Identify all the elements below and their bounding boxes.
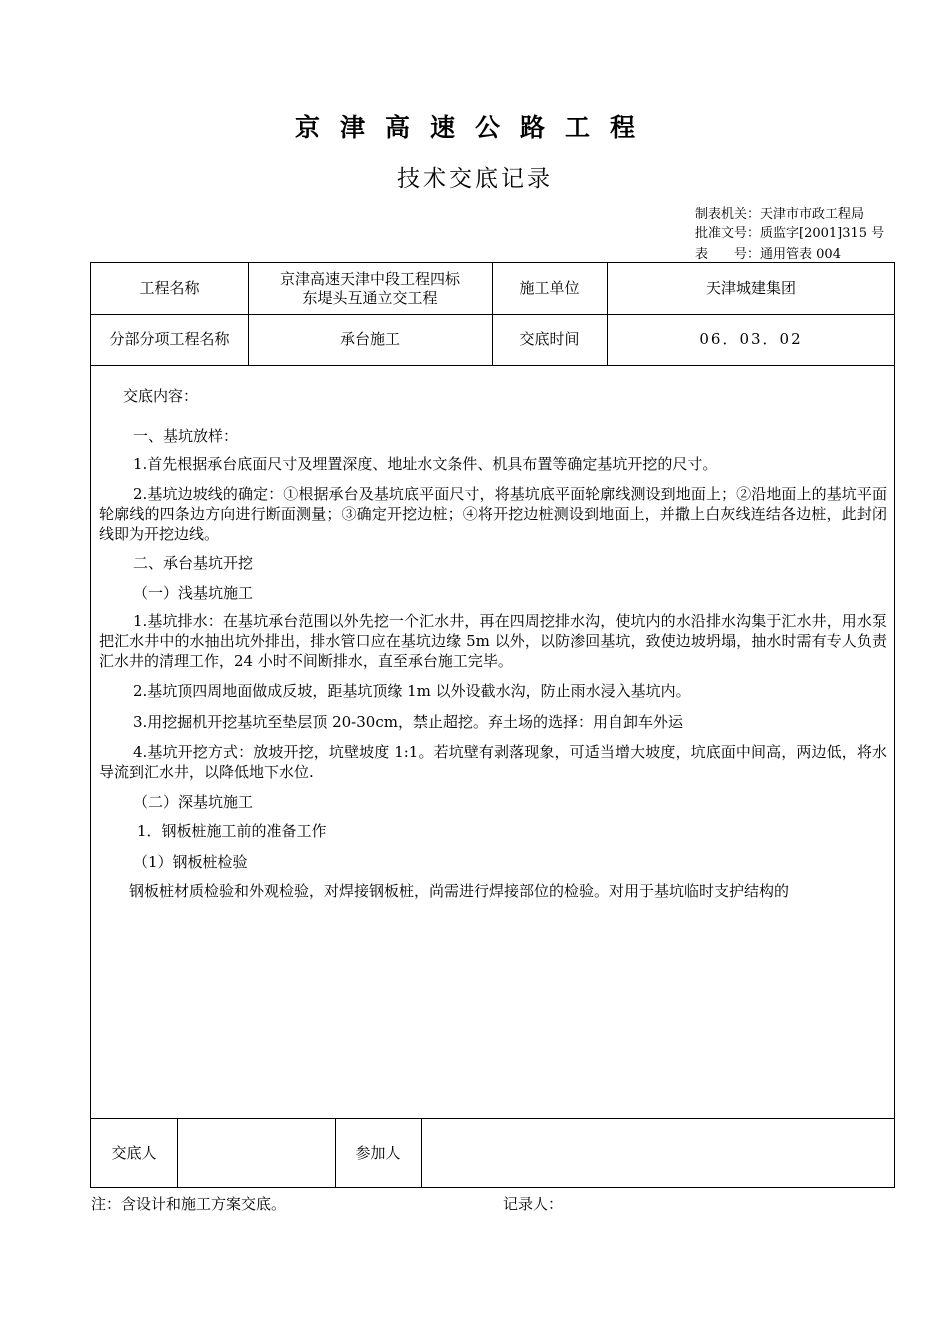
date-label: 交底时间 bbox=[519, 330, 580, 348]
paragraph: 1.基坑排水：在基坑承台范围以外先挖一个汇水井，再在四周挖排水沟，使坑内的水沿排水沟集于汇水井，用水泵把汇水井中的水抽出坑外排出，排水管口应在基坑边缘 5m 以外，以防渗回基坑，致使边坡坍塌，抽水时需有专人负责汇水井的清理工作，24 小时不间断排水，直至承台施工完毕。 bbox=[99, 612, 887, 670]
form-number-label: 表 bbox=[695, 247, 709, 262]
subsection-heading: （1）钢板桩检验 bbox=[133, 853, 248, 871]
issuer-line: 制表机关：天津市市政工程局 bbox=[695, 207, 865, 222]
project-name-label: 工程名称 bbox=[139, 279, 200, 297]
project-name-line1: 京津高速天津中段工程四标 bbox=[279, 269, 460, 288]
participant-signature-field[interactable] bbox=[421, 1118, 895, 1188]
subproject-value: 承台施工 bbox=[339, 330, 400, 348]
subproject-label: 分部分项工程名称 bbox=[109, 330, 230, 348]
row-divider bbox=[91, 365, 894, 366]
document-subtitle: 技术交底记录 bbox=[397, 166, 553, 192]
paragraph: 3.用挖掘机开挖基坑至垫层顶 20-30cm，禁止超挖。弃土场的选择：用自卸车外运 bbox=[133, 713, 683, 731]
presenter-signature-field[interactable] bbox=[177, 1118, 335, 1188]
paragraph: 1.首先根据承台底面尺寸及埋置深度、地址水文条件、机具布置等确定基坑开挖的尺寸。 bbox=[133, 455, 718, 473]
subsection-heading: （一）浅基坑施工 bbox=[133, 584, 254, 602]
approval-line: 批准文号：质监字[2001]315 号 bbox=[695, 226, 885, 241]
record-table bbox=[90, 262, 895, 1188]
content-heading: 交底内容： bbox=[123, 387, 199, 405]
contractor-label: 施工单位 bbox=[519, 279, 580, 297]
presenter-label: 交底人 bbox=[111, 1143, 157, 1162]
paragraph: 钢板桩材质检验和外观检验，对焊接钢板桩，尚需进行焊接部位的检验。对用于基坑临时支护结构的 bbox=[129, 882, 790, 900]
paragraph: 2.基坑边坡线的确定：①根据承台及基坑底平面尺寸，将基坑底平面轮廓线测设到地面上；②沿地面上的基坑平面轮廓线的四条边方向进行断面测量；③确定开挖边桩；④将开挖边桩测设到地面上，并撒上白灰线连结各边桩，此封闭线即为开挖边线。 bbox=[99, 485, 887, 543]
project-name-line2: 东堤头互通立交工程 bbox=[302, 288, 438, 307]
date-value: 06．03．02 bbox=[699, 330, 803, 348]
contractor-value: 天津城建集团 bbox=[705, 279, 796, 297]
form-number-line bbox=[695, 243, 841, 262]
footer-note: 注：含设计和施工方案交底。 bbox=[91, 1195, 287, 1213]
participant-label: 参加人 bbox=[355, 1143, 401, 1162]
form-number-value: 号：通用管表 004 bbox=[734, 247, 841, 262]
subsection-heading: （二）深基坑施工 bbox=[133, 793, 254, 811]
subsection-heading: 1．钢板桩施工前的准备工作 bbox=[137, 822, 327, 840]
section-heading: 一、基坑放样： bbox=[133, 427, 239, 445]
document-title: 京津高速公路工程 bbox=[294, 113, 655, 142]
paragraph: 4.基坑开挖方式：放坡开挖，坑壁坡度 1:1。若坑壁有剥落现象，可适当增大坡度，坑底面中间高，两边低，将水导流到汇水井，以降低地下水位. bbox=[99, 743, 887, 781]
recorder-label: 记录人： bbox=[503, 1195, 564, 1213]
project-name-value bbox=[248, 263, 492, 314]
paragraph: 2.基坑顶四周地面做成反坡，距基坑顶缘 1m 以外设截水沟，防止雨水浸入基坑内。 bbox=[133, 682, 691, 700]
section-heading: 二、承台基坑开挖 bbox=[133, 554, 254, 572]
